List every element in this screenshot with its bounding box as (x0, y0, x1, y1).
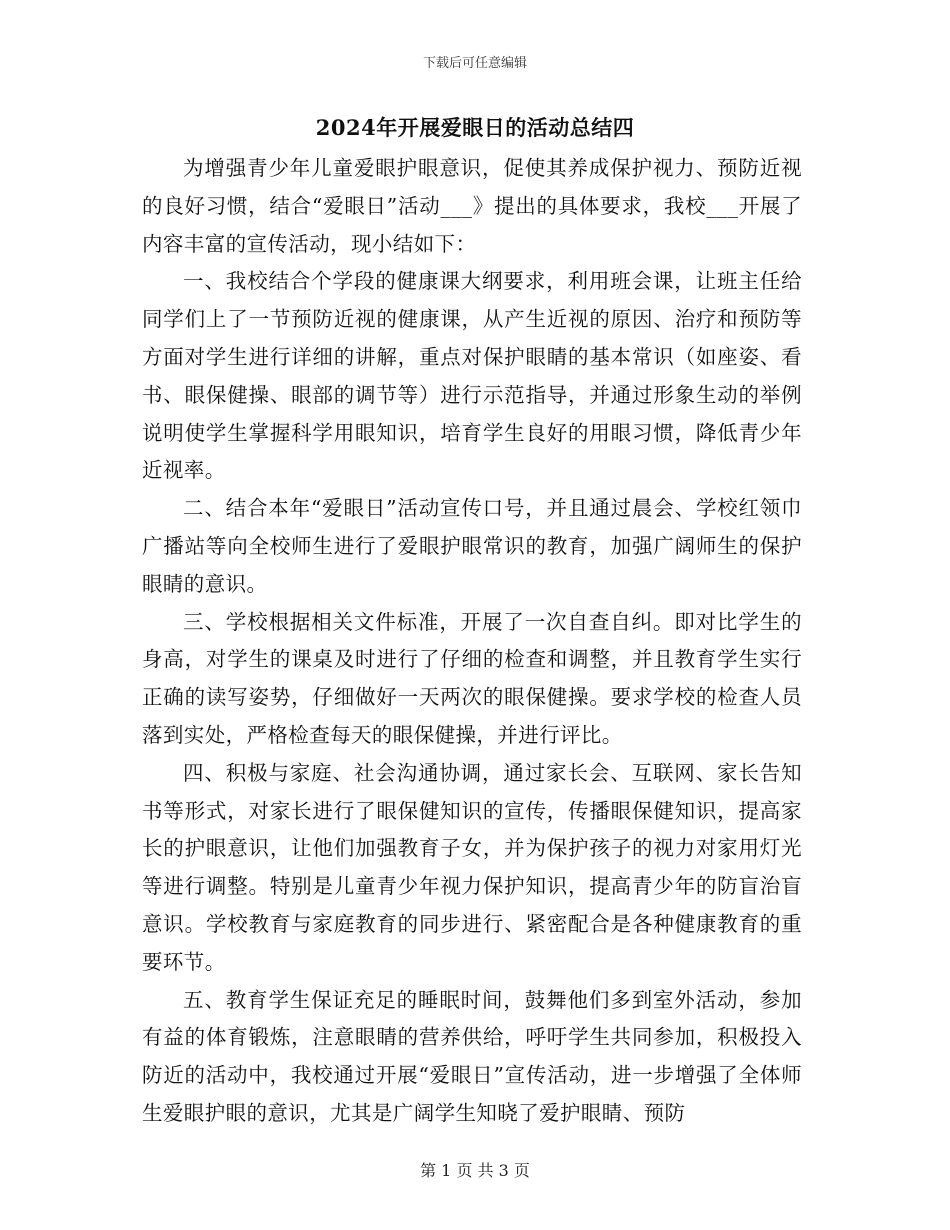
paragraph-item-4: 四、积极与家庭、社会沟通协调，通过家长会、互联网、家长告知书等形式，对家长进行了眼保健知识的宣传，传播眼保健知识，提高家长的护眼意识，让他们加强教育子女，并为保护孩子的视力对家用灯光等进行调整。特别是儿童青少年视力保护知识，提高青少年的防盲治盲意识。学校教育与家庭教育的同步进行、紧密配合是各种健康教育的重要环节。 (142, 760, 802, 974)
header-note: 下载后可任意编辑 (422, 56, 527, 71)
paragraph-item-3: 三、学校根据相关文件标准，开展了一次自查自纠。即对比学生的身高，对学生的课桌及时进行了仔细的检查和调整，并且教育学生实行正确的读写姿势，仔细做好一天两次的眼保健操。要求学校的检查人员落到实处，严格检查每天的眼保健操，并进行评比。 (142, 609, 802, 747)
paragraph-item-1: 一、我校结合个学段的健康课大纲要求，利用班会课，让班主任给同学们上了一节预防近视的健康课，从产生近视的原因、治疗和预防等方面对学生进行详细的讲解，重点对保护眼睛的基本常识（如座姿、看书、眼保健操、眼部的调节等）进行示范指导，并通过形象生动的举例说明使学生掌握科学用眼知识，培育学生良好的用眼习惯，降低青少年近视率。 (142, 269, 802, 483)
paragraph-item-2: 二、结合本年“爱眼日”活动宣传口号，并且通过晨会、学校红领巾广播站等向全校师生进行了爱眼护眼常识的教育，加强广阔师生的保护眼睛的意识。 (142, 496, 802, 596)
document-body (142, 150, 802, 1133)
paragraph-item-5: 五、教育学生保证充足的睡眠时间，鼓舞他们多到室外活动，参加有益的体育锻炼，注意眼睛的营养供给，呼吁学生共同参加，积极投入防近的活动中，我校通过开展“爱眼日”宣传活动，进一步增强了全体师生爱眼护眼的意识，尤其是广阔学生知晓了爱护眼睛、预防 (142, 987, 802, 1125)
document-title: 2024年开展爱眼日的活动总结四 (315, 115, 635, 140)
paragraph-intro: 为增强青少年儿童爱眼护眼意识，促使其养成保护视力、预防近视的良好习惯，结合“爱眼日”活动___》提出的具体要求，我校___开展了内容丰富的宣传活动，现小结如下： (142, 156, 802, 256)
page-number-footer: 第 1 页 共 3 页 (420, 1161, 530, 1180)
